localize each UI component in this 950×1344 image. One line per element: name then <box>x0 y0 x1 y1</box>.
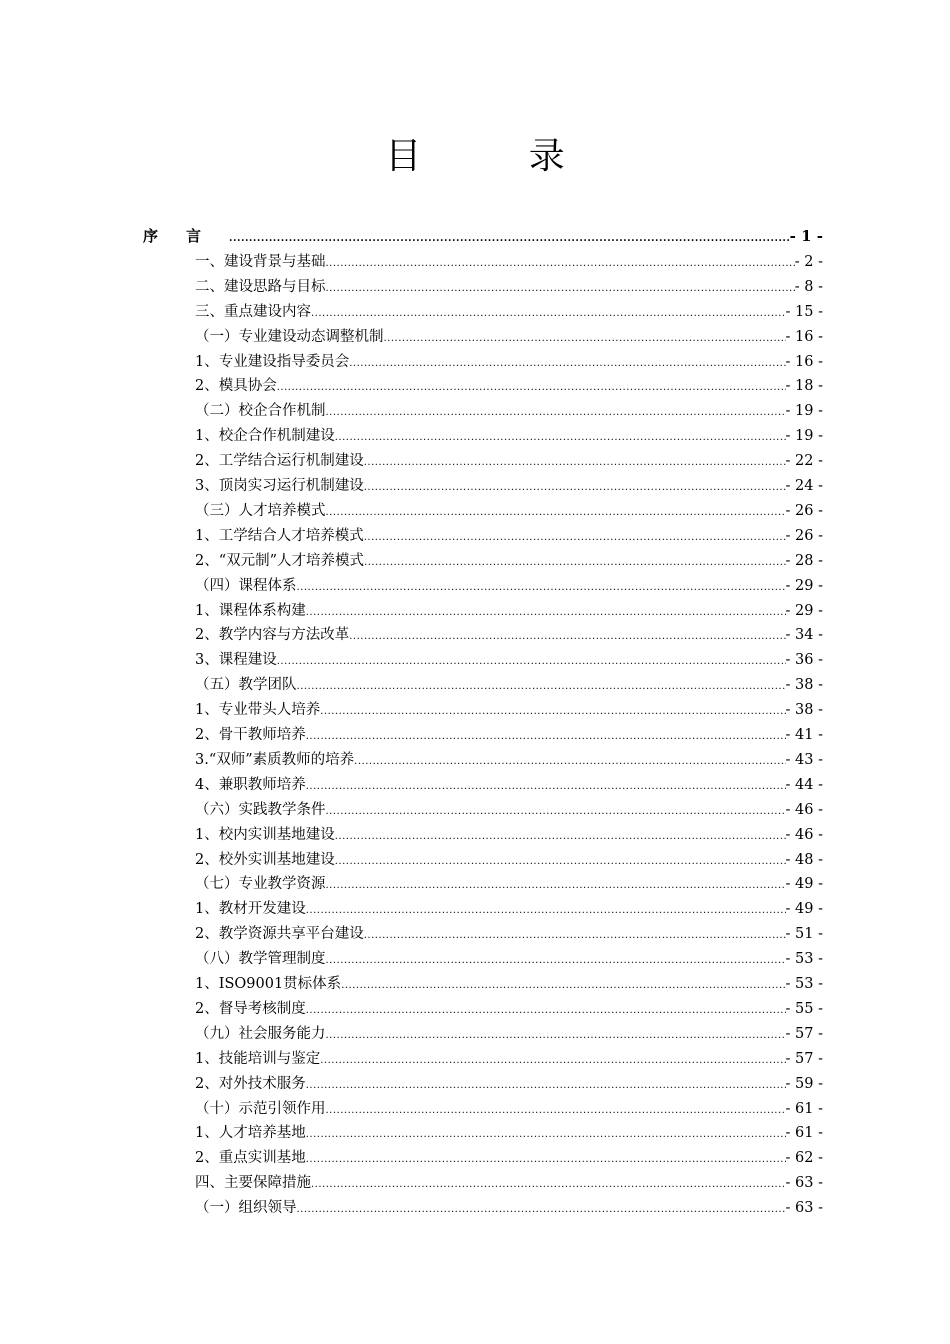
toc-leader-dots <box>326 806 786 817</box>
toc-entry-page: - 57 - <box>785 1025 823 1042</box>
toc-entry-page: - 43 - <box>785 751 823 768</box>
toc-entry-title: 1、ISO9001贯标体系 <box>195 976 342 992</box>
toc-leader-dots <box>364 532 786 543</box>
toc-leader-dots <box>326 955 786 966</box>
toc-entry-title: 1、技能培训与鉴定 <box>195 1050 321 1067</box>
toc-entry-page: - 46 - <box>785 826 823 843</box>
toc-entry-page: - 41 - <box>785 727 823 743</box>
toc-entry[interactable] <box>195 798 823 822</box>
toc-entry-title: 2、教学内容与方法改革 <box>195 627 350 644</box>
toc-entry-title: 序言 <box>143 227 230 245</box>
toc-entry-title: 1、校企合作机制建设 <box>195 428 335 445</box>
toc-entry[interactable] <box>195 424 823 448</box>
toc-leader-dots <box>326 1030 786 1041</box>
toc-entry-page: - 48 - <box>785 851 823 868</box>
toc-entry-title: 2、教学资源共享平台建设 <box>195 926 364 943</box>
toc-entry-title: 2、“双元制”人才培养模式 <box>195 552 365 569</box>
toc-entry-title: 2、模具协会 <box>195 378 277 395</box>
toc-entry-page: - 55 - <box>785 1000 823 1017</box>
toc-entry[interactable] <box>195 300 823 324</box>
toc-entry-title: （一）组织领导 <box>195 1200 297 1217</box>
toc-entry-page: - 63 - <box>785 1200 823 1217</box>
toc-entry-page: - 53 - <box>785 951 823 968</box>
toc-entry-title: （一）专业建设动态调整机制 <box>195 328 384 345</box>
toc-entry-page: - 16 - <box>785 353 823 370</box>
toc-leader-dots <box>306 731 786 742</box>
toc-entry[interactable] <box>195 524 823 548</box>
toc-entry[interactable] <box>195 350 823 374</box>
toc-entry-page: - 49 - <box>785 901 823 918</box>
toc-entry-page: - 19 - <box>785 428 823 445</box>
toc-entry[interactable] <box>195 748 823 772</box>
toc-entry-title: 3.“双师”素质教师的培养 <box>195 751 355 768</box>
toc-leader-dots <box>354 756 785 767</box>
toc-entry-page: - 29 - <box>785 577 823 594</box>
toc-leader-dots <box>306 607 786 618</box>
toc-entry-page: - 8 - <box>794 278 823 295</box>
toc-entry-title: 1、人才培养基地 <box>195 1125 306 1142</box>
toc-entry[interactable] <box>195 499 823 523</box>
toc-entry-title: 2、骨干教师培养 <box>195 727 306 743</box>
toc-leader-dots <box>306 1005 786 1016</box>
toc-entry-page: - 59 - <box>785 1075 823 1092</box>
toc-entry[interactable] <box>195 848 823 872</box>
toc-entry[interactable] <box>195 997 823 1021</box>
toc-leader-dots <box>364 482 786 493</box>
toc-entry[interactable] <box>195 972 823 996</box>
toc-leader-dots <box>326 258 795 269</box>
toc-leader-dots <box>364 930 786 941</box>
toc-entry-page: - 16 - <box>785 328 823 345</box>
toc-entry-page: - 44 - <box>785 776 823 793</box>
toc-entry-title: （七）专业教学资源 <box>195 876 326 893</box>
toc-leader-dots <box>311 1179 786 1190</box>
toc-entry-title: （六）实践教学条件 <box>195 801 326 818</box>
toc-entry-page: - 36 - <box>785 652 823 669</box>
toc-entry[interactable] <box>195 549 823 573</box>
toc-entry[interactable] <box>195 1171 823 1195</box>
toc-entry[interactable] <box>143 225 823 249</box>
toc-entry[interactable] <box>195 325 823 349</box>
toc-entry-title: （八）教学管理制度 <box>195 951 326 968</box>
toc-leader-dots <box>311 308 786 319</box>
toc-entry-title: 3、课程建设 <box>195 652 277 669</box>
toc-leader-dots <box>349 631 785 642</box>
toc-entry-title: 一、建设背景与基础 <box>195 253 326 270</box>
toc-entry-page: - 2 - <box>794 253 823 270</box>
toc-leader-dots <box>320 1055 785 1066</box>
toc-leader-dots <box>306 1154 786 1165</box>
toc-entry-title: （三）人才培养模式 <box>195 502 326 519</box>
toc-entry[interactable] <box>195 673 823 697</box>
toc-leader-dots <box>297 1204 786 1215</box>
toc-leader-dots <box>326 1105 786 1116</box>
toc-leader-dots <box>320 706 785 717</box>
toc-entry[interactable] <box>195 250 823 274</box>
toc-entry[interactable] <box>195 1121 823 1145</box>
toc-entry-title: 3、顶岗实习运行机制建设 <box>195 478 364 494</box>
toc-entry[interactable] <box>195 623 823 647</box>
toc-entry[interactable] <box>195 947 823 971</box>
toc-entry-title: 二、建设思路与目标 <box>195 278 326 295</box>
toc-entry-title: （四）课程体系 <box>195 577 297 594</box>
toc-entry[interactable] <box>195 1196 823 1220</box>
toc-leader-dots <box>335 856 786 867</box>
toc-entry[interactable] <box>195 374 823 398</box>
toc-entry-page: - 24 - <box>785 478 823 494</box>
toc-entry-page: - 18 - <box>785 378 823 395</box>
toc-entry[interactable] <box>195 599 823 623</box>
toc-entry-page: - 19 - <box>785 403 823 420</box>
toc-entry-page: - 57 - <box>785 1050 823 1067</box>
toc-entry-title: 1、工学结合人才培养模式 <box>195 527 364 544</box>
toc-entry-page: - 1 - <box>789 227 823 245</box>
toc-leader-dots <box>335 831 786 842</box>
toc-entry-title: 1、教材开发建设 <box>195 901 306 918</box>
toc-entry[interactable] <box>195 1022 823 1046</box>
toc-leader-dots <box>277 656 786 667</box>
toc-leader-dots <box>297 582 786 593</box>
toc-leader-dots <box>306 905 786 916</box>
toc-entry-page: - 49 - <box>785 876 823 893</box>
toc-entry-title: 1、专业建设指导委员会 <box>195 353 350 370</box>
toc-entry-title: 1、专业带头人培养 <box>195 702 321 719</box>
toc-entry-title: （二）校企合作机制 <box>195 403 326 420</box>
toc-entry[interactable] <box>195 1097 823 1121</box>
toc-entry-page: - 34 - <box>785 627 823 644</box>
toc-leader-dots <box>341 980 785 991</box>
toc-entry-title: 2、工学结合运行机制建设 <box>195 453 364 470</box>
toc-leader-dots <box>306 781 786 792</box>
toc-leader-dots <box>306 1129 786 1140</box>
toc-leader-dots <box>229 233 790 244</box>
toc-entry[interactable] <box>195 773 823 797</box>
toc-entry[interactable] <box>195 897 823 921</box>
toc-leader-dots <box>326 507 786 518</box>
toc-entry-page: - 62 - <box>785 1150 823 1167</box>
toc-entry[interactable] <box>195 1072 823 1096</box>
toc-entry[interactable] <box>195 648 823 672</box>
toc-leader-dots <box>335 432 786 443</box>
page-title: 目 录 <box>385 136 613 177</box>
toc-entry-page: - 61 - <box>785 1125 823 1142</box>
toc-entry[interactable] <box>195 399 823 423</box>
toc-leader-dots <box>364 457 786 468</box>
toc-entry-title: 三、重点建设内容 <box>195 303 311 320</box>
toc-entry[interactable] <box>195 698 823 722</box>
toc-leader-dots <box>364 557 785 568</box>
toc-entry[interactable] <box>195 1146 823 1170</box>
toc-entry-page: - 61 - <box>785 1100 823 1117</box>
toc-entry[interactable] <box>195 872 823 896</box>
toc-entry-title: （九）社会服务能力 <box>195 1025 326 1042</box>
toc-leader-dots <box>306 1080 786 1091</box>
toc-entry-page: - 51 - <box>785 926 823 943</box>
toc-entry-page: - 38 - <box>785 677 823 694</box>
toc-entry[interactable] <box>195 922 823 946</box>
toc-entry[interactable] <box>195 474 823 498</box>
toc-entry-page: - 46 - <box>785 801 823 818</box>
toc-entry[interactable] <box>195 1047 823 1071</box>
toc-entry-page: - 26 - <box>785 502 823 519</box>
toc-entry-title: （五）教学团队 <box>195 677 297 694</box>
toc-entry-page: - 38 - <box>785 702 823 719</box>
toc-entry[interactable] <box>195 449 823 473</box>
toc-leader-dots <box>297 681 786 692</box>
toc-entry-title: 1、校内实训基地建设 <box>195 826 335 843</box>
toc-entry-page: - 28 - <box>785 552 823 569</box>
toc-leader-dots <box>326 283 795 294</box>
toc-entry[interactable] <box>195 723 823 747</box>
toc-entry[interactable] <box>195 275 823 299</box>
toc-entry-title: 2、督导考核制度 <box>195 1000 306 1017</box>
toc-entry-page: - 22 - <box>785 453 823 470</box>
toc-entry[interactable] <box>195 574 823 598</box>
toc-leader-dots <box>277 382 786 393</box>
toc-entry-title: 2、校外实训基地建设 <box>195 851 335 868</box>
toc-entry-title: 4、兼职教师培养 <box>195 776 306 793</box>
toc-entry-title: （十）示范引领作用 <box>195 1100 326 1117</box>
toc-entry-page: - 26 - <box>785 527 823 544</box>
toc-leader-dots <box>349 358 785 369</box>
toc-entry-title: 1、课程体系构建 <box>195 602 306 619</box>
toc-entry[interactable] <box>195 823 823 847</box>
toc-leader-dots <box>326 880 786 891</box>
toc-entry-page: - 53 - <box>785 976 823 992</box>
toc-leader-dots <box>326 407 786 418</box>
toc-entry-title: 2、重点实训基地 <box>195 1150 306 1167</box>
toc-leader-dots <box>384 333 786 344</box>
toc-entry-page: - 63 - <box>785 1175 823 1192</box>
toc-entry-title: 2、对外技术服务 <box>195 1075 306 1092</box>
toc-entry-page: - 15 - <box>785 303 823 320</box>
toc-entry-page: - 29 - <box>785 602 823 619</box>
toc-entry-title: 四、主要保障措施 <box>195 1175 311 1192</box>
